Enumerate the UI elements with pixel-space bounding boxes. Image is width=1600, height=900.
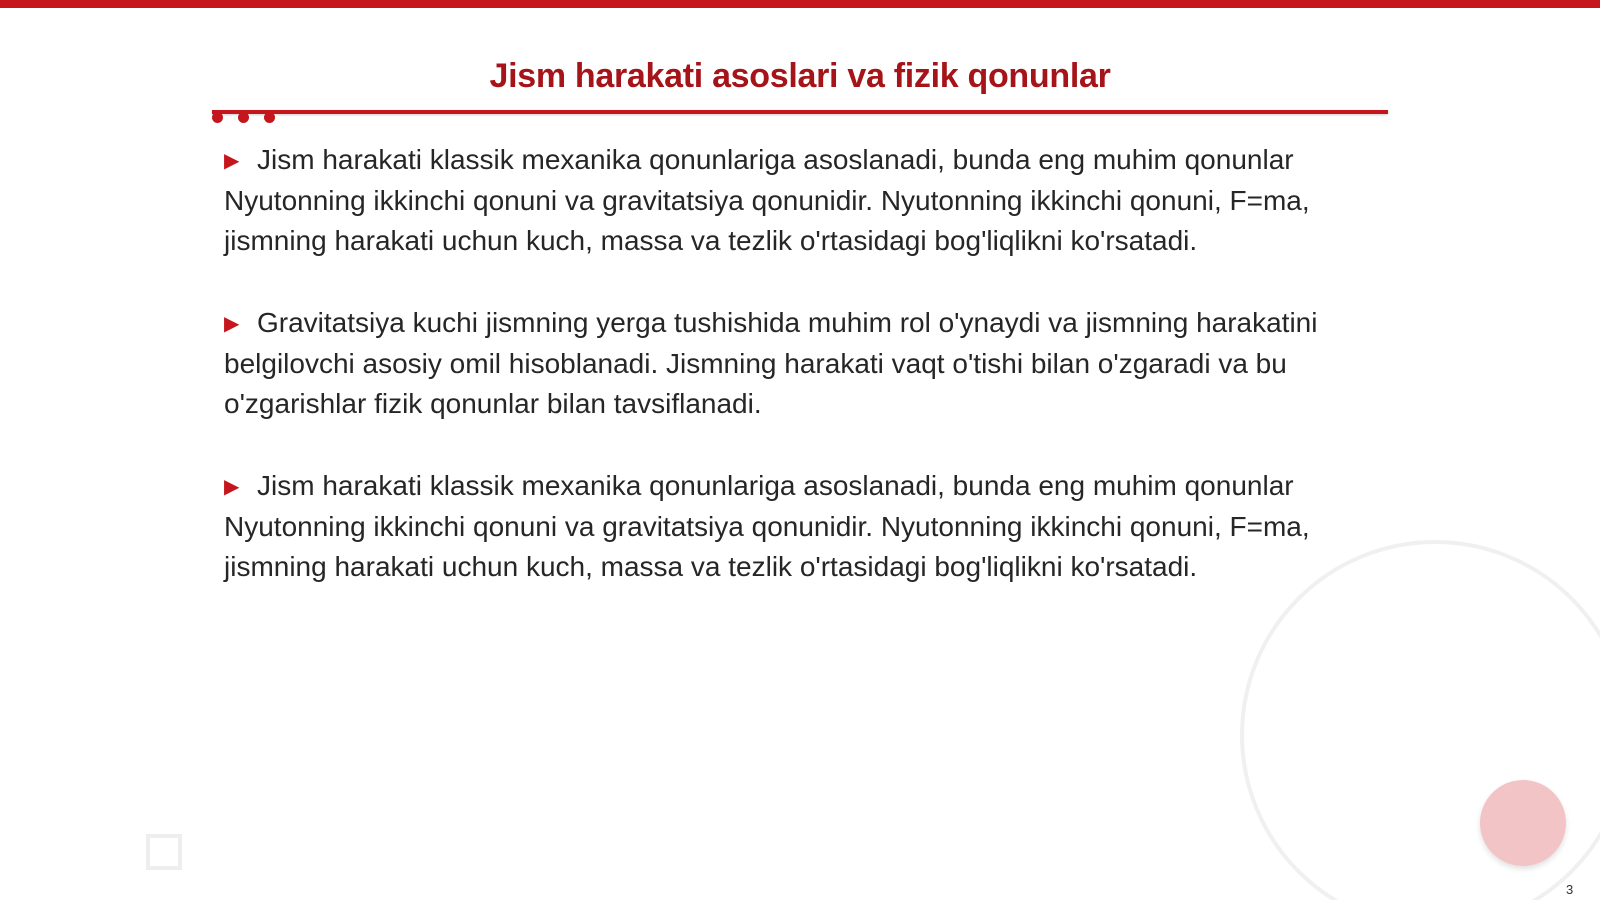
triangle-bullet-icon: ▶	[224, 150, 240, 172]
bullet-text: Jism harakati klassik mexanika qonunlariga asoslanadi, bunda eng muhim qonunlar Nyutonning ikkinchi qonuni va gravitatsiya qonunidir. Nyutonning ikkinchi qonuni, F=ma, jismning harakati uchun kuch, massa va tezlik o'rtasidagi bog'liqlikni ko'rsatadi.	[224, 144, 1310, 256]
slide-title: Jism harakati asoslari va fizik qonunlar	[489, 57, 1111, 95]
bullet-item	[224, 303, 1364, 424]
bullet-list	[224, 140, 1364, 629]
title-underline	[212, 110, 1388, 114]
page-number: 3	[1566, 882, 1574, 897]
bullet-item	[224, 140, 1364, 261]
decor-dot	[212, 112, 223, 123]
decorative-pink-circle	[1480, 780, 1566, 866]
top-accent-bar	[0, 0, 1600, 8]
bullet-text: Jism harakati klassik mexanika qonunlariga asoslanadi, bunda eng muhim qonunlar Nyutonning ikkinchi qonuni va gravitatsiya qonunidir. Nyutonning ikkinchi qonuni, F=ma, jismning harakati uchun kuch, massa va tezlik o'rtasidagi bog'liqlikni ko'rsatadi.	[224, 470, 1310, 582]
triangle-bullet-icon: ▶	[224, 313, 240, 335]
bullet-text: Gravitatsiya kuchi jismning yerga tushishida muhim rol o'ynaydi va jismning harakatini belgilovchi asosiy omil hisoblanadi. Jismning harakati vaqt o'tishi bilan o'zgaradi va bu o'zgarishlar fizik qonunlar bilan tavsiflanadi.	[224, 307, 1318, 419]
decorative-square-outline	[146, 834, 182, 870]
decor-dot	[264, 112, 275, 123]
decor-dot	[238, 112, 249, 123]
bullet-item	[224, 466, 1364, 587]
triangle-bullet-icon: ▶	[224, 476, 240, 498]
